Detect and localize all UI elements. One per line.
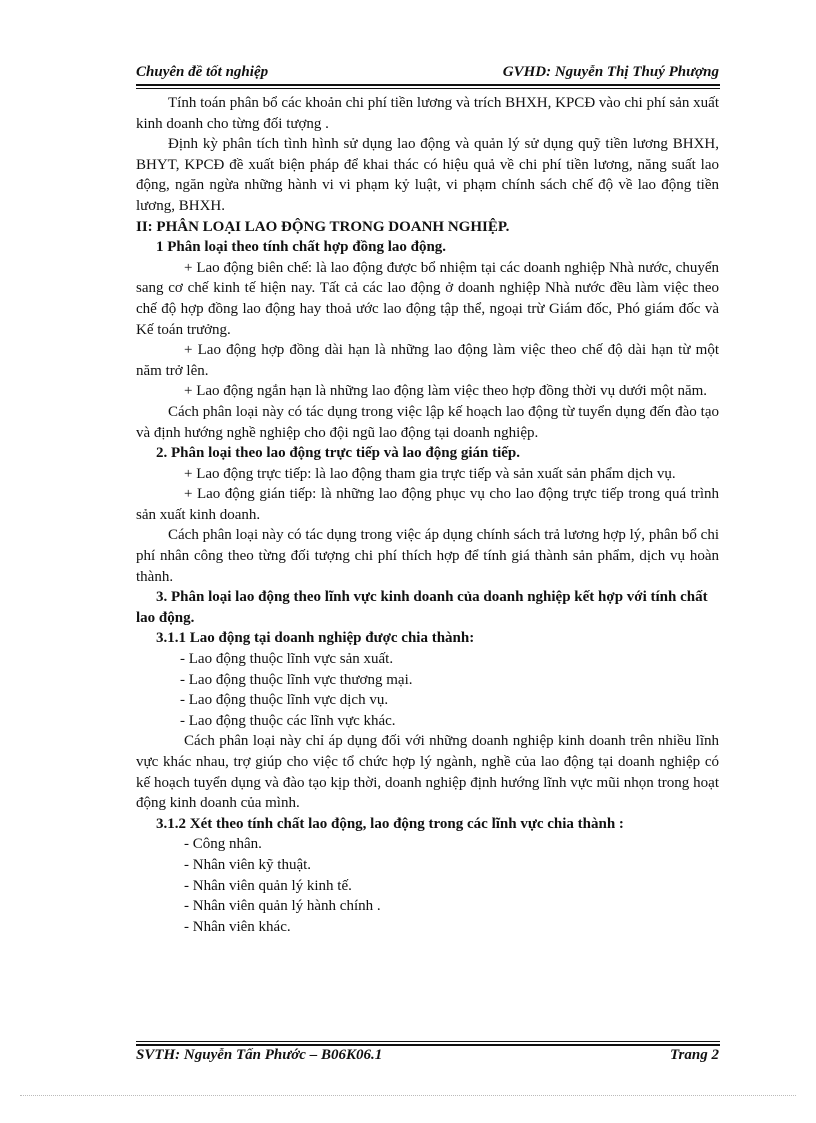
- paragraph: Cách phân loại này chỉ áp dụng đối với những doanh nghiệp kinh doanh trên nhiều lĩnh vực khác nhau, trợ giúp cho việc tổ chức hợp lý ngành, nghề của lao động tại doanh nghiệp có kế hoạch tuyển dụng và đào tạo kịp thời, doanh nghiệp định hướng lĩnh vực mũi nhọn trong hoạt động kinh doanh của mình.: [136, 733, 719, 812]
- paragraph: Cách phân loại này có tác dụng trong việc áp dụng chính sách trả lương hợp lý, phân bổ chi phí nhân công theo từng đối tượng chi phí thích hợp để tính giá thành sản phẩm, dịch vụ hoàn thành.: [136, 527, 719, 585]
- page-header: [136, 62, 719, 86]
- paragraph: + Lao động trực tiếp: là lao động tham gia trực tiếp và sản xuất sản phẩm dịch vụ.: [184, 465, 676, 482]
- list-item: - Nhân viên quản lý hành chính .: [184, 898, 381, 915]
- footer-student: SVTH: Nguyễn Tấn Phước – B06K06.1: [136, 1047, 383, 1063]
- subsection-heading: 2. Phân loại theo lao động trực tiếp và lao động gián tiếp.: [156, 445, 521, 462]
- paragraph: Tính toán phân bổ các khoản chi phí tiền lương và trích BHXH, KPCĐ vào chi phí sản xuất kinh doanh cho từng đối tượng .: [136, 95, 719, 132]
- list-labor-types: [136, 834, 719, 937]
- list-item: - Lao động thuộc lĩnh vực dịch vụ.: [180, 692, 389, 709]
- subsection-heading: 3. Phân loại lao động theo lĩnh vực kinh doanh của doanh nghiệp kết hợp với tính chất lao động.: [136, 589, 708, 626]
- list-item: - Nhân viên quản lý kinh tế.: [184, 877, 352, 894]
- paragraph: Cách phân loại này có tác dụng trong việc lập kế hoạch lao động từ tuyển dụng đến đào tạo và định hướng nghề nghiệp cho đội ngũ lao động tại doanh nghiệp.: [136, 403, 719, 441]
- footer-rule: [136, 1044, 720, 1046]
- list-item: - Lao động thuộc các lĩnh vực khác.: [180, 712, 396, 729]
- list-item: - Công nhân.: [184, 836, 262, 853]
- footer-page-number: Trang 2: [669, 1047, 719, 1063]
- subsection-heading: 1 Phân loại theo tính chất hợp đồng lao động.: [156, 239, 447, 256]
- list-item: - Lao động thuộc lĩnh vực thương mại.: [180, 671, 413, 688]
- footer-rule-thin: [136, 1041, 720, 1042]
- header-rule-thin: [136, 88, 720, 89]
- paragraph: + Lao động gián tiếp: là những lao động phục vụ cho lao động trực tiếp trong quá trình sản xuất kinh doanh.: [136, 486, 719, 523]
- list-item: - Nhân viên khác.: [184, 918, 291, 935]
- paragraph: Định kỳ phân tích tình hình sử dụng lao động và quản lý sử dụng quỹ tiền lương BHXH, BHYT, KPCĐ đề xuất biện pháp để khai thác có hiệu quả về chi phí tiền lương, năng suất lao động, ngăn ngừa những hành vi vi phạm kỷ luật, vi phạm chính sách chế độ về lao động tiền lương, BHXH.: [136, 136, 719, 214]
- header-rule: [136, 84, 720, 86]
- list-item: - Nhân viên kỹ thuật.: [184, 856, 312, 873]
- section-heading: II: PHÂN LOẠI LAO ĐỘNG TRONG DOANH NGHIỆP.: [136, 218, 510, 235]
- paragraph: + Lao động biên chế: là lao động được bổ nhiệm tại các doanh nghiệp Nhà nước, chuyển sang cơ chế kinh tế hiện nay. Tất cả các lao động ở doanh nghiệp Nhà nước đều làm việc theo chế độ hợp đồng lao động hay thoả ước lao động tập thể, ngoại trừ Giám đốc, Phó giám đốc và Kế toán trưởng.: [136, 259, 719, 338]
- list-labor-sectors: [136, 649, 719, 731]
- paragraph: + Lao động ngắn hạn là những lao động làm việc theo hợp đồng thời vụ dưới một năm.: [184, 383, 708, 400]
- subsection-heading: 3.1.2 Xét theo tính chất lao động, lao động trong các lĩnh vực chia thành :: [156, 815, 624, 832]
- subsection-heading: 3.1.1 Lao động tại doanh nghiệp được chia thành:: [156, 630, 475, 647]
- page-body: [136, 93, 719, 937]
- header-advisor: GVHD: Nguyễn Thị Thuý Phượng: [502, 64, 719, 80]
- page-break-line: [20, 1095, 796, 1096]
- page-footer: [136, 1047, 719, 1071]
- list-item: - Lao động thuộc lĩnh vực sản xuất.: [180, 651, 394, 668]
- paragraph: + Lao động hợp đồng dài hạn là những lao động làm việc theo chế độ dài hạn từ một năm trở lên.: [136, 342, 719, 379]
- header-document-type: Chuyên đề tốt nghiệp: [136, 64, 269, 80]
